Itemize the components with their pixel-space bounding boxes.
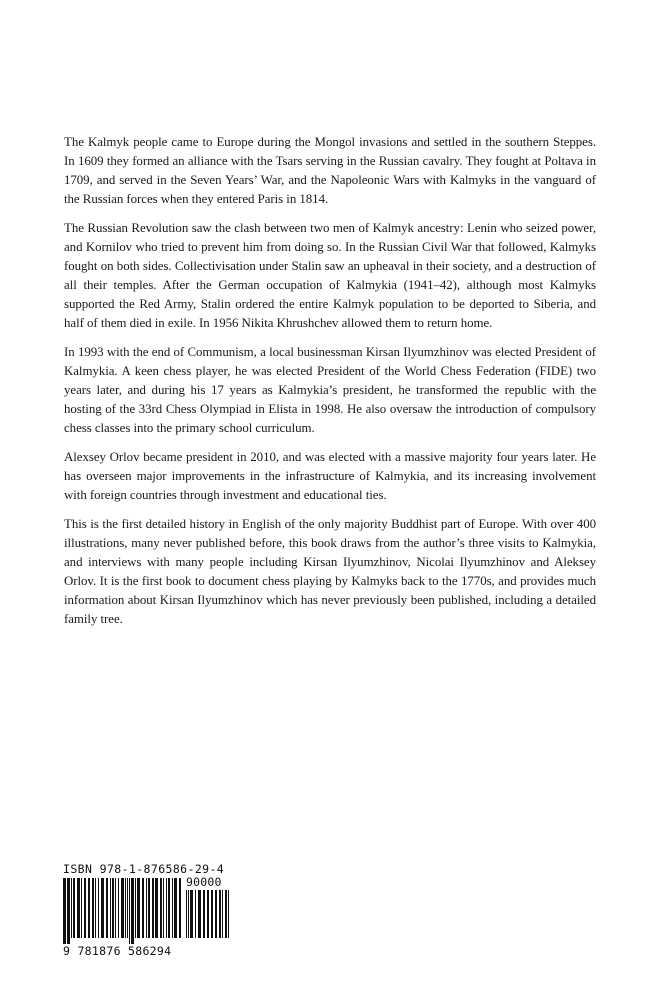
barcode-bar [71, 878, 72, 938]
barcode-bar [146, 878, 147, 938]
barcode-bar [215, 890, 217, 938]
barcode-bar [101, 878, 104, 938]
barcode-bar [172, 878, 173, 938]
barcode-bar [131, 878, 134, 944]
barcode-bar [186, 890, 187, 938]
isbn-barcode [63, 862, 231, 958]
blurb-paragraph-1: The Kalmyk people came to Europe during the Mongol invasions and settled in the southern Steppes. In 1609 they formed an alliance with the Tsars serving in the Russian cavalry. They fought at Poltava in 1709, and served in the Seven Years’ War, and the Napoleonic Wars with Kalmyks in the vanguard of the Russian forces when they entered Paris in 1814. [64, 135, 596, 206]
barcode-bar [195, 890, 196, 938]
barcode-bar [225, 890, 227, 938]
barcode-bar [142, 878, 144, 938]
barcode-bar [152, 878, 154, 938]
barcode-bar [135, 878, 136, 938]
barcode-bar [155, 878, 158, 938]
barcode-bar [168, 878, 170, 938]
barcode-bar [67, 878, 70, 944]
blurb-text [64, 133, 596, 639]
barcode-bar [188, 890, 189, 938]
barcode-bar [92, 878, 94, 938]
barcode-bar [219, 890, 221, 938]
barcode-bar [222, 890, 223, 938]
price-code: 90000 [186, 875, 222, 889]
barcode-bar [228, 890, 229, 938]
barcode-bar [106, 878, 108, 938]
barcode-bar [88, 878, 90, 938]
barcode-bar [115, 878, 116, 938]
blurb-paragraph-5: This is the first detailed history in English of the only majority Buddhist part of Europe. With over 400 illustrations, many never published before, this book draws from the author’s three visits to Kalmykia, and interviews with many people including Kirsan Ilyumzhinov, Nicolai Ilyumzhinov and Aleksey Orlov. It is the first book to document chess playing by Kalmyks back to the 1770s, and provides much information about Kirsan Ilyumzhinov which has never previously been published, including a detailed family tree. [64, 517, 596, 626]
barcode-bar [95, 878, 96, 938]
barcode-bar [148, 878, 150, 938]
barcode-bar [203, 890, 205, 938]
barcode-bar [174, 878, 177, 938]
barcode-bar [118, 878, 119, 938]
barcode-bar [179, 878, 181, 938]
barcode-bar [121, 878, 124, 938]
barcode-bar [190, 890, 193, 938]
barcode-bar [112, 878, 114, 938]
addon-barcode-bars [186, 890, 230, 944]
blurb-paragraph-3: In 1993 with the end of Communism, a local businessman Kirsan Ilyumzhinov was elected President of Kalmykia. A keen chess player, he was elected President of the World Chess Federation (FIDE) two years later, and during his 17 years as Kalmykia’s president, he transformed the republic with the hosting of the 33rd Chess Olympiad in Elista in 1998. He also oversaw the introduction of compulsory chess classes into the primary school curriculum. [64, 345, 596, 435]
barcode-bar [129, 878, 130, 944]
barcode-bar [137, 878, 140, 938]
barcode-bar [81, 878, 82, 938]
barcode-bar [207, 890, 209, 938]
ean-digits: 9 781876 586294 [63, 944, 172, 958]
barcode-bar [63, 878, 66, 944]
barcode-bar [166, 878, 167, 938]
barcode-bar [84, 878, 86, 938]
barcode-bar [127, 878, 128, 938]
barcode-bar [77, 878, 80, 938]
barcode-bar [198, 890, 201, 938]
barcode-bar [98, 878, 99, 938]
barcode-bar [125, 878, 126, 938]
barcode-bar [110, 878, 111, 938]
blurb-paragraph-2: The Russian Revolution saw the clash between two men of Kalmyk ancestry: Lenin who seized power, and Kornilov who tried to prevent him from doing so. In the Russian Civil War that followed, Kalmyks fought on both sides. Collectivisation under Stalin saw an upheaval in their society, and a destruction of all their temples. After the German occupation of Kalmykia (1941–42), although most Kalmyks supported the Red Army, Stalin ordered the entire Kalmyk population to be deported to Siberia, and half of them died in exile. In 1956 Nikita Khrushchev allowed them to return home. [64, 221, 596, 330]
ean-barcode-bars [63, 878, 183, 944]
barcode-bar [73, 878, 75, 938]
isbn-label: ISBN 978-1-876586-29-4 [63, 862, 225, 876]
blurb-paragraph-4: Alexsey Orlov became president in 2010, and was elected with a massive majority four years later. He has overseen major improvements in the infrastructure of Kalmykia, and its increasing involvement with foreign countries through investment and educational ties. [64, 450, 596, 502]
barcode-bar [163, 878, 164, 938]
barcode-bar [211, 890, 213, 938]
barcode-bar [160, 878, 162, 938]
